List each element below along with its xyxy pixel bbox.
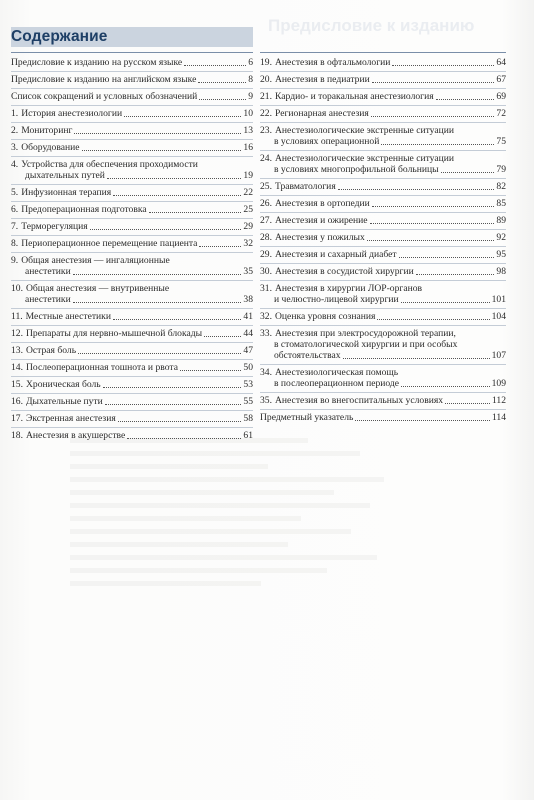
toc-entry-continuation-line: в стоматологической хирургии и при особых (274, 339, 458, 350)
toc-entry[interactable] (11, 157, 253, 185)
leader-dots (78, 352, 241, 354)
toc-entry-number: 2. (11, 125, 19, 136)
toc-entry-page-number: 114 (491, 412, 506, 423)
toc-entry-page-number: 13 (243, 125, 253, 136)
toc-entry-title: Анестезия в ортопедии (275, 198, 370, 209)
toc-entry[interactable] (11, 236, 253, 253)
toc-entry-number: 17. (11, 413, 23, 424)
leader-dots (127, 437, 241, 439)
toc-entry-page-number: 55 (243, 396, 253, 407)
toc-entry-number: 22. (260, 108, 272, 119)
toc-entry[interactable] (260, 365, 506, 393)
toc-entry-page-number: 44 (243, 328, 253, 339)
toc-entry-page-number: 9 (248, 91, 253, 102)
toc-entry[interactable] (11, 411, 253, 428)
toc-entry-number: 20. (260, 74, 272, 85)
toc-entry[interactable] (11, 106, 253, 123)
leader-dots (113, 194, 241, 196)
leader-dots (107, 177, 241, 179)
toc-entry-number: 9. (11, 255, 19, 266)
toc-entry-title: Мониторинг (21, 125, 73, 136)
toc-entry-continuation-line: и челюстно-лицевой хирургии (274, 294, 399, 305)
toc-entry-page-number: 85 (496, 198, 506, 209)
toc-entry[interactable] (260, 55, 506, 72)
leader-dots (436, 98, 495, 100)
leader-dots (377, 318, 489, 320)
leader-dots (113, 318, 241, 320)
toc-entry-number: 5. (11, 187, 19, 198)
toc-entry-page-number: 53 (243, 379, 253, 390)
toc-entry-title: Послеоперационная тошнота и рвота (26, 362, 178, 373)
toc-entry[interactable] (260, 264, 506, 281)
toc-entry-page-number: 16 (243, 142, 253, 153)
toc-entry-continuation-line: в условиях операционной (274, 136, 380, 147)
toc-entry[interactable] (11, 326, 253, 343)
bleed-through-heading: Предисловие к изданию (268, 16, 475, 35)
toc-entry-title: Местные анестетики (25, 311, 111, 322)
toc-entry-number: 14. (11, 362, 23, 373)
leader-dots (392, 64, 494, 66)
toc-entry[interactable] (11, 428, 253, 444)
toc-entry-number: 1. (11, 108, 19, 119)
toc-entry-title: Анестезиологическая помощь (275, 367, 399, 378)
toc-entry-number: 35. (260, 395, 272, 406)
toc-entry[interactable] (11, 140, 253, 157)
column-rule (260, 52, 506, 53)
toc-entry-page-number: 41 (243, 311, 253, 322)
toc-entry-title: Анестезиологические экстренные ситуации (275, 125, 454, 136)
toc-entry-page-number: 25 (243, 204, 253, 215)
toc-entry-number: 16. (11, 396, 23, 407)
toc-entry-page-number: 75 (496, 136, 506, 147)
toc-entry-title: Анестезия и ожирение (275, 215, 368, 226)
toc-entry-number: 29. (260, 249, 272, 260)
leader-dots (401, 301, 490, 303)
toc-entry-title: Анестезиологические экстренные ситуации (275, 153, 454, 164)
toc-entry-continuation-line: анестетики (25, 266, 71, 277)
toc-entry[interactable] (260, 281, 506, 309)
toc-entry-page-number: 104 (491, 311, 506, 322)
toc-entry[interactable] (260, 89, 506, 106)
toc-entry-number: 25. (260, 181, 272, 192)
toc-entry-page-number: 69 (496, 91, 506, 102)
toc-entry-page-number: 10 (243, 108, 253, 119)
toc-entry-number: 13. (11, 345, 23, 356)
toc-entry-title: Анестезия в сосудистой хирургии (275, 266, 414, 277)
leader-dots (105, 403, 242, 405)
toc-entry-number: 23. (260, 125, 272, 136)
toc-entry-number: 27. (260, 215, 272, 226)
leader-dots (103, 386, 242, 388)
toc-entry-number: 12. (11, 328, 23, 339)
toc-entry-title: Предоперационная подготовка (21, 204, 147, 215)
leader-dots (118, 420, 242, 422)
toc-entry[interactable] (260, 410, 506, 426)
toc-entry-continuation-line: в условиях многопрофильной больницы (274, 164, 439, 175)
toc-entry-continuation-line: обстоятельствах (274, 350, 341, 361)
toc-entry-title: Дыхательные пути (26, 396, 103, 407)
toc-entry-title: Анестезия при электросудорожной терапии, (275, 328, 456, 339)
toc-entry-title: Предисловие к изданию на русском языке (11, 57, 183, 68)
toc-entry-page-number: 89 (496, 215, 506, 226)
toc-entry-title: Анестезия в акушерстве (26, 430, 126, 441)
toc-entry[interactable] (260, 123, 506, 151)
leader-dots (338, 188, 495, 190)
toc-entry-page-number: 58 (243, 413, 253, 424)
heading-rule (11, 52, 253, 53)
toc-entry-page-number: 67 (496, 74, 506, 85)
toc-entry-page-number: 82 (496, 181, 506, 192)
toc-entry-title: Кардио- и торакальная анестезиология (275, 91, 434, 102)
toc-entry-title: Острая боль (26, 345, 77, 356)
toc-entry-title: Общая анестезия — внутривенные (26, 283, 170, 294)
toc-entry-title: Общая анестезия — ингаляционные (21, 255, 170, 266)
toc-entry-title: Анестезия у пожилых (275, 232, 365, 243)
toc-entry-page-number: 101 (491, 294, 506, 305)
toc-entry[interactable] (260, 179, 506, 196)
leader-dots (73, 301, 242, 303)
toc-entry-number: 33. (260, 328, 272, 339)
toc-entry-title: Анестезия в офтальмологии (275, 57, 391, 68)
toc-entry-title: История анестезиологии (21, 108, 123, 119)
toc-list-left (11, 55, 253, 444)
toc-entry-number: 28. (260, 232, 272, 243)
toc-entry[interactable] (260, 309, 506, 326)
toc-entry[interactable] (260, 106, 506, 123)
toc-entry-number: 30. (260, 266, 272, 277)
toc-entry-page-number: 22 (243, 187, 253, 198)
leader-dots (343, 357, 490, 359)
toc-entry[interactable] (11, 281, 253, 309)
toc-entry[interactable] (260, 326, 506, 365)
toc-entry-number: 15. (11, 379, 23, 390)
toc-entry-continuation-line: анестетики (25, 294, 71, 305)
toc-entry-title: Оборудование (21, 142, 80, 153)
toc-entry[interactable] (260, 393, 506, 410)
toc-entry-page-number: 98 (496, 266, 506, 277)
toc-entry-page-number: 72 (496, 108, 506, 119)
leader-dots (416, 273, 495, 275)
leader-dots (199, 245, 241, 247)
leader-dots (149, 211, 242, 213)
leader-dots (370, 222, 495, 224)
toc-entry-number: 21. (260, 91, 272, 102)
toc-entry-title: Предисловие к изданию на английском языке (11, 74, 197, 85)
leader-dots (180, 369, 241, 371)
toc-entry-title: Периоперационное перемещение пациента (21, 238, 198, 249)
toc-entry-title: Регионарная анестезия (275, 108, 369, 119)
toc-entry-page-number: 50 (243, 362, 253, 373)
leader-dots (199, 98, 246, 100)
toc-entry[interactable] (260, 196, 506, 213)
toc-entry-number: 3. (11, 142, 19, 153)
toc-entry-page-number: 8 (248, 74, 253, 85)
toc-entry[interactable] (260, 72, 506, 89)
toc-entry-page-number: 47 (243, 345, 253, 356)
toc-entry-title: Анестезия в хирургии ЛОР-органов (275, 283, 423, 294)
leader-dots (399, 256, 495, 258)
toc-entry-title: Список сокращений и условных обозначений (11, 91, 198, 102)
leader-dots (355, 419, 490, 421)
leader-dots (204, 335, 241, 337)
toc-entry-page-number: 61 (243, 430, 253, 441)
toc-entry-number: 24. (260, 153, 272, 164)
toc-entry-number: 7. (11, 221, 19, 232)
toc-entry-page-number: 79 (496, 164, 506, 175)
toc-entry[interactable] (11, 253, 253, 281)
toc-entry-title: Экстренная анестезия (26, 413, 116, 424)
toc-entry-number: 10. (11, 283, 23, 294)
toc-entry-number: 32. (260, 311, 272, 322)
toc-entry-page-number: 64 (496, 57, 506, 68)
leader-dots (371, 115, 495, 117)
toc-entry-page-number: 112 (491, 395, 506, 406)
toc-entry[interactable] (11, 72, 253, 89)
page-title: Содержание (11, 28, 108, 45)
toc-entry-title: Оценка уровня сознания (275, 311, 376, 322)
toc-entry-page-number: 32 (243, 238, 253, 249)
toc-entry[interactable] (11, 185, 253, 202)
toc-entry-title: Устройства для обеспечения проходимости (21, 159, 198, 170)
leader-dots (82, 149, 242, 151)
toc-entry[interactable] (260, 213, 506, 230)
toc-entry[interactable] (11, 309, 253, 326)
leader-dots (73, 273, 242, 275)
leader-dots (367, 239, 495, 241)
toc-entry-page-number: 95 (496, 249, 506, 260)
leader-dots (381, 143, 494, 145)
toc-entry-number: 31. (260, 283, 272, 294)
toc-entry[interactable] (11, 202, 253, 219)
toc-entry-continuation-line: дыхательных путей (25, 170, 105, 181)
leader-dots (441, 171, 495, 173)
leader-dots (198, 81, 246, 83)
toc-entry-title: Анестезия в педиатрии (275, 74, 370, 85)
toc-entry[interactable] (260, 247, 506, 264)
toc-entry-page-number: 109 (491, 378, 506, 389)
toc-entry-page-number: 35 (243, 266, 253, 277)
leader-dots (184, 64, 246, 66)
toc-entry-page-number: 6 (248, 57, 253, 68)
leader-dots (124, 115, 241, 117)
toc-entry[interactable] (11, 219, 253, 236)
toc-entry-number: 4. (11, 159, 19, 170)
toc-entry-title: Терморегуляция (21, 221, 88, 232)
toc-entry-page-number: 92 (496, 232, 506, 243)
toc-entry-title: Инфузионная терапия (21, 187, 112, 198)
toc-entry-title: Препараты для нервно-мышечной блокады (26, 328, 203, 339)
toc-entry[interactable] (11, 377, 253, 394)
toc-entry-title: Анестезия и сахарный диабет (275, 249, 397, 260)
leader-dots (445, 402, 490, 404)
leader-dots (90, 228, 242, 230)
toc-entry[interactable] (260, 151, 506, 179)
toc-entry[interactable] (11, 89, 253, 106)
leader-dots (372, 205, 495, 207)
toc-entry[interactable] (11, 123, 253, 140)
toc-entry-number: 19. (260, 57, 272, 68)
toc-entry-page-number: 38 (243, 294, 253, 305)
leader-dots (74, 132, 241, 134)
toc-entry[interactable] (11, 343, 253, 360)
toc-list-right (260, 55, 506, 426)
toc-entry-number: 26. (260, 198, 272, 209)
toc-entry-title: Предметный указатель (260, 412, 354, 423)
toc-entry-number: 11. (11, 311, 23, 322)
toc-entry[interactable] (260, 230, 506, 247)
toc-entry-continuation-line: в послеоперационном периоде (274, 378, 400, 389)
leader-dots (372, 81, 495, 83)
toc-entry[interactable] (11, 55, 253, 72)
toc-entry-title: Анестезия во внегоспитальных условиях (275, 395, 444, 406)
toc-entry-page-number: 107 (491, 350, 506, 361)
toc-entry-title: Хроническая боль (26, 379, 101, 390)
toc-entry-title: Травматология (275, 181, 336, 192)
bleed-through-text (70, 430, 400, 594)
toc-entry[interactable] (11, 360, 253, 377)
toc-entry-number: 18. (11, 430, 23, 441)
toc-entry-number: 34. (260, 367, 272, 378)
leader-dots (401, 385, 490, 387)
toc-entry-number: 8. (11, 238, 19, 249)
toc-entry-page-number: 29 (243, 221, 253, 232)
toc-entry-page-number: 19 (243, 170, 253, 181)
toc-entry[interactable] (11, 394, 253, 411)
toc-entry-number: 6. (11, 204, 19, 215)
